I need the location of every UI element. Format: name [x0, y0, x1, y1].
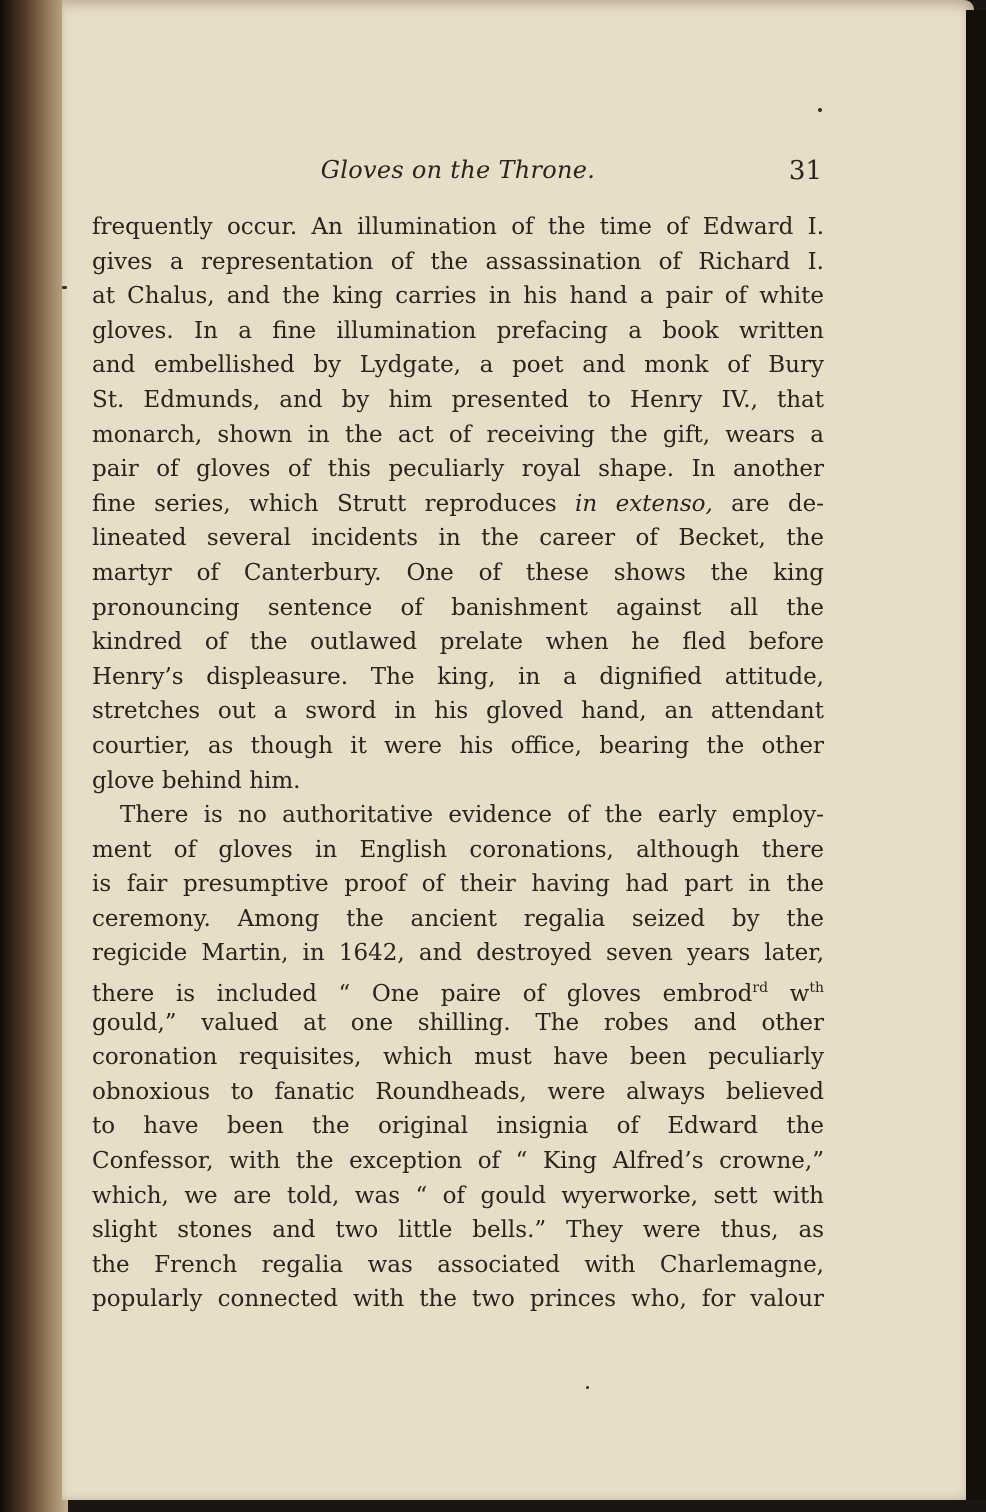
text-line: stretches out a sword in his gloved hand, an attendant [92, 698, 824, 725]
text-line: martyr of Canterbury. One of these shows the king [92, 559, 824, 586]
text-run: w [768, 981, 810, 1008]
italic-phrase: in extenso, [575, 490, 713, 517]
text-line: Confessor, with the exception of “ King Alfred’s crowne,” [92, 1148, 824, 1175]
text-line: pair of gloves of this peculiarly royal shape. In another [92, 456, 824, 483]
paragraph-end-line: glove behind him. [92, 767, 301, 794]
text-line: popularly connected with the two princes who, for valour [92, 1286, 824, 1313]
text-line: ment of gloves in English coronations, although there [92, 836, 824, 863]
text-line: kindred of the outlawed prelate when he fled before [92, 629, 824, 656]
book-edge-left [0, 0, 28, 1512]
text-line: at Chalus, and the king carries in his hand a pair of white [92, 283, 824, 310]
text-line: gives a representation of the assassination of Richard I. [92, 248, 824, 275]
text-line: pronouncing sentence of banishment against all the [92, 594, 824, 621]
book-edge-right [966, 10, 986, 1500]
superscript: th [809, 980, 824, 997]
text-run: fine series, which Strutt reproduces [92, 490, 576, 517]
text-run: there is included “ One paire of gloves embrod [92, 981, 753, 1008]
text-line: ceremony. Among the ancient regalia seized by the [92, 905, 824, 932]
text-line: coronation requisites, which must have been peculiarly [92, 1044, 824, 1071]
text-line: gould,” valued at one shilling. The robes and other [92, 1009, 824, 1036]
ink-speck [818, 108, 822, 112]
superscript: rd [752, 980, 769, 997]
text-line: to have been the original insignia of Edward the [92, 1113, 824, 1140]
text-line: obnoxious to fanatic Roundheads, were always believed [92, 1078, 824, 1105]
text-line [92, 971, 824, 1006]
paragraph-start-line: There is no authoritative evidence of the early employ- [120, 802, 824, 829]
text-line: lineated several incidents in the career of Becket, the [92, 525, 824, 552]
text-line: gloves. In a fine illumination prefacing a book written [92, 317, 824, 344]
text-line: frequently occur. An illumination of the time of Edward I. [92, 214, 824, 240]
text-line: monarch, shown in the act of receiving the gift, wears a [92, 421, 824, 448]
text-line [92, 487, 824, 522]
text-line: courtier, as though it were his office, bearing the other [92, 732, 824, 759]
page-number: 31 [788, 156, 822, 186]
ink-speck [62, 286, 67, 289]
text-line: regicide Martin, in 1642, and destroyed seven years later, [92, 940, 824, 967]
text-line: the French regalia was associated with Charlemagne, [92, 1251, 824, 1278]
text-line: slight stones and two little bells.” They were thus, as [92, 1217, 824, 1244]
text-line: is fair presumptive proof of their having had part in the [92, 871, 824, 898]
text-line: which, we are told, was “ of gould wyerworke, sett with [92, 1182, 824, 1209]
running-header [92, 152, 824, 192]
text-line: St. Edmunds, and by him presented to Henry IV., that [92, 386, 824, 413]
text-run: are de- [712, 490, 824, 517]
text-line: and embellished by Lydgate, a poet and monk of Bury [92, 352, 824, 379]
text-line: Henry’s displeasure. The king, in a dignified attitude, [92, 663, 824, 690]
running-title: Gloves on the Throne. [320, 156, 596, 184]
ink-speck [586, 1386, 589, 1389]
body-text [92, 210, 824, 1317]
